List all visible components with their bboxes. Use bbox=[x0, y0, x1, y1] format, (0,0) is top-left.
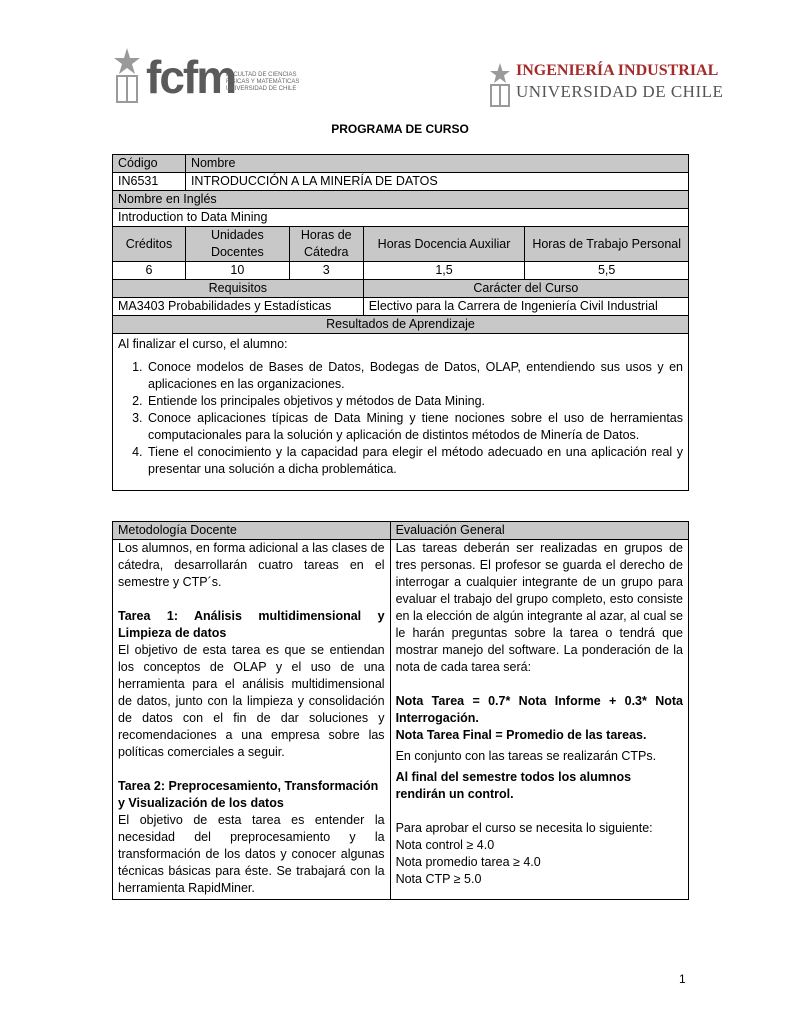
credits-value: 6 bbox=[113, 262, 186, 280]
outcomes-label: Resultados de Aprendizaje bbox=[113, 316, 689, 334]
outcomes-list bbox=[118, 359, 683, 478]
outcomes-cell bbox=[113, 334, 689, 491]
aux-hours-label: Horas Docencia Auxiliar bbox=[363, 227, 525, 262]
units-label: Unidades Docentes bbox=[185, 227, 289, 262]
course-code: IN6531 bbox=[113, 173, 186, 191]
requirements-value: MA3403 Probabilidades y Estadísticas bbox=[113, 298, 364, 316]
task2-title: Tarea 2: Preprocesamiento, Transformación y Visualización de los datos bbox=[118, 779, 379, 810]
english-name: Introduction to Data Mining bbox=[113, 209, 689, 227]
hours-values-row bbox=[113, 262, 689, 280]
methodology-cell bbox=[113, 540, 391, 900]
list-item: 3. Conoce aplicaciones típicas de Data Mining y tiene nociones sobre el uso de herramientas computacionales para la solución y aplicación de distintos métodos de Minería de Datos. bbox=[146, 410, 683, 444]
character-label: Carácter del Curso bbox=[363, 280, 688, 298]
ctp-text: En conjunto con las tareas se realizarán CTPs. bbox=[395, 749, 657, 763]
evaluation-intro: Las tareas deberán ser realizadas en grupos de tres personas. El profesor se guarda el derecho de interrogar a cualquier integrante de un grupo para evaluar el trabajo del grupo completo, esto consiste en la elección de algún integrante al azar, al cual se le harán preguntas sobre la tarea o tendrá que mostrar manejo del software. La ponderación de la nota de cada tarea será: bbox=[395, 541, 683, 674]
evaluation-label: Evaluación General bbox=[390, 522, 688, 540]
code-label: Código bbox=[113, 155, 186, 173]
course-name: INTRODUCCIÓN A LA MINERÍA DE DATOS bbox=[185, 173, 688, 191]
list-item: 4. Tiene el conocimiento y la capacidad para elegir el método adecuado en una aplicación real y presentar una solución a dicha problemática. bbox=[146, 444, 683, 478]
name-label: Nombre bbox=[185, 155, 688, 173]
control-text: Al final del semestre todos los alumnos rendirán un control. bbox=[395, 770, 632, 801]
task1-title: Tarea 1: Análisis multidimensional y Limpieza de datos bbox=[118, 609, 385, 640]
requirement-control: Nota control ≥ 4.0 bbox=[395, 838, 495, 852]
personal-hours-value: 5,5 bbox=[525, 262, 689, 280]
page-number: 1 bbox=[679, 972, 686, 986]
fcfm-logo bbox=[112, 46, 312, 110]
personal-hours-label: Horas de Trabajo Personal bbox=[525, 227, 689, 262]
lecture-hours-label: Horas de Cátedra bbox=[289, 227, 363, 262]
list-item: 1. Conoce modelos de Bases de Datos, Bodegas de Datos, OLAP, entendiendo sus usos y en aplicaciones en las organizaciones. bbox=[146, 359, 683, 393]
formula-nota-tarea: Nota Tarea = 0.7* Nota Informe + 0.3* Nota Interrogación. bbox=[395, 694, 683, 725]
evaluation-cell bbox=[390, 540, 688, 900]
character-value: Electivo para la Carrera de Ingeniería Civil Industrial bbox=[363, 298, 688, 316]
methodology-intro: Los alumnos, en forma adicional a las clases de cátedra, desarrollarán cuatro tareas en el semestre y CTP´s. bbox=[118, 541, 385, 589]
lecture-hours-value: 3 bbox=[289, 262, 363, 280]
units-value: 10 bbox=[185, 262, 289, 280]
page-title: PROGRAMA DE CURSO bbox=[331, 122, 469, 136]
list-item: 2. Entiende los principales objetivos y métodos de Data Mining. bbox=[146, 393, 683, 410]
requirements-label: Requisitos bbox=[113, 280, 364, 298]
formula-nota-final: Nota Tarea Final = Promedio de las tareas. bbox=[395, 728, 647, 742]
requirement-ctp: Nota CTP ≥ 5.0 bbox=[395, 872, 482, 886]
header-row bbox=[113, 155, 689, 173]
aux-hours-value: 1,5 bbox=[363, 262, 525, 280]
requirement-tarea: Nota promedio tarea ≥ 4.0 bbox=[395, 855, 541, 869]
ii-logo-line1: INGENIERÍA INDUSTRIAL bbox=[516, 62, 719, 79]
methodology-label: Metodología Docente bbox=[113, 522, 391, 540]
fcfm-logo-text: fcfm bbox=[146, 51, 236, 103]
university-crest-icon bbox=[112, 46, 142, 106]
methodology-evaluation-table bbox=[112, 521, 689, 900]
course-info-table bbox=[112, 154, 689, 491]
ii-logo-line2: UNIVERSIDAD DE CHILE bbox=[516, 82, 724, 101]
course-row bbox=[113, 173, 689, 191]
hours-header-row bbox=[113, 227, 689, 262]
task1-text: El objetivo de esta tarea es que se entiendan los conceptos de OLAP y el uso de una herramienta para el análisis multidimensional de datos, junto con la limpieza y consolidación de datos con el fin de dar soluciones y recomendaciones a una empresa sobre las políticas comerciales a seguir. bbox=[118, 643, 385, 759]
english-name-label: Nombre en Inglés bbox=[113, 191, 689, 209]
outcomes-intro: Al finalizar el curso, el alumno: bbox=[118, 337, 288, 351]
credits-label: Créditos bbox=[113, 227, 186, 262]
task2-text: El objetivo de esta tarea es entender la necesidad del preprocesamiento y la transformación de los datos y conocer algunas técnicas básicas para éste. Se trabajará con la herramienta RapidMiner. bbox=[118, 813, 385, 895]
fcfm-logo-subtitle: FACULTAD DE CIENCIAS FÍSICAS Y MATEMÁTICAS UNIVERSIDAD DE CHILE bbox=[226, 72, 300, 92]
approve-intro: Para aprobar el curso se necesita lo siguiente: bbox=[395, 821, 653, 835]
ingenieria-industrial-logo bbox=[488, 62, 724, 110]
page-header bbox=[0, 40, 800, 120]
university-crest-icon bbox=[488, 62, 512, 108]
